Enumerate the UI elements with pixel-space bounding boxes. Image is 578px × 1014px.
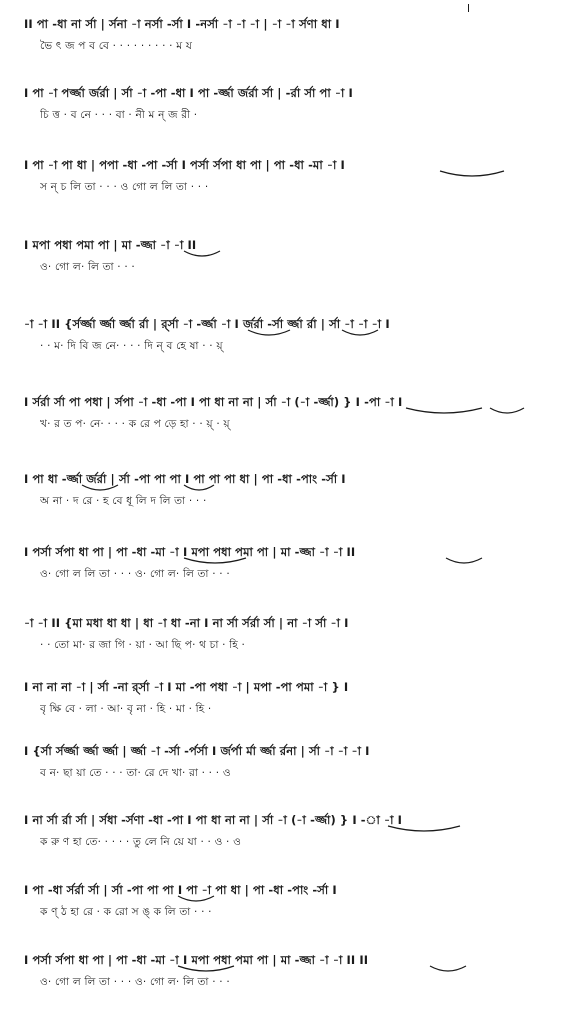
lyric-line: ও· গো ল· লি তা · · · [40, 261, 135, 273]
notation-line: I পা ধা -র্জ্জা র্জর্রা | র্সা -পা পা পা I পা পা পা ধা | পা -ধা -পাং -র্সা I [24, 472, 346, 486]
notation-system [0, 677, 578, 733]
lyric-line: চি ত্ত · ব নে · · · বা · নী ম ন্ জ রী · [40, 109, 198, 121]
notation-line: I পর্সা র্সপা ধা পা | পা -ধা -মা -া I মপা পধা পমা পা | মা -জ্জা -া -া II II [24, 953, 369, 967]
lyric-line: ক ণ্ ঠ হা রে · ক রো স ঙ্ ক লি তা · · · [40, 906, 212, 918]
lyric-line: · · ম· দি বি জ নে· · · · দি ন্ ব হে ষা · · য়্ [40, 340, 223, 352]
notation-line: I পর্সা র্সপা ধা পা | পা -ধা -মা -া I মপা পধা পমা পা | মা -জ্জা -া -া II [24, 545, 356, 559]
notation-system [0, 314, 578, 370]
lyric-line: অ না · দ রে · হ বে ধূ লি দ লি তা · · · [40, 495, 207, 507]
lyric-line: ব ন· ছা য়া তে · · · তা· রে দে খা· রা · · · ও [40, 767, 231, 779]
notation-system [0, 469, 578, 525]
notation-system [0, 14, 578, 70]
notation-system [0, 83, 578, 139]
notation-system [0, 741, 578, 797]
notation-system [0, 235, 578, 291]
notation-system [0, 542, 578, 598]
notation-line: II পা -ধা না র্সা | র্সনা -া নর্সা -র্সা I -নর্সা -া -া -া | -া -া র্সণা ধা I [24, 17, 340, 31]
notation-line: I না র্সা র্রা র্সা | র্সধা -র্সণা -ধা -পা I পা ধা না না | র্সা -া (-া -র্জ্জা) } I -া -া I [24, 813, 403, 827]
notation-line: I র্সর্রা র্সা পা পধা | র্সপা -া -ধা -পা I পা ধা না না | র্সা -া (-া -র্জ্জা) } I -পা -া I [24, 395, 403, 409]
lyric-line: · · তো মা· র জা গি · য়া · আ ছি প· থ চা · হি · [40, 639, 246, 651]
lyric-line: ও· গো ল লি তা · · · ও· গো ল· লি তা · · · [40, 568, 230, 580]
notation-system [0, 155, 578, 211]
lyric-line: ও· গো ল লি তা · · · ও· গো ল· লি তা · · · [40, 976, 230, 988]
notation-line: I পা -ধা র্সর্রা র্সা | র্সা -পা পা পা I পা -া পা ধা | পা -ধা -পাং -র্সা I [24, 883, 337, 897]
lyric-line: ক রু ণ হা তে· · · · · তু লে নি য়ে যা · · ও · ও [40, 836, 242, 848]
notation-line: I পা -া পর্জ্জা র্জর্রা | র্সা -া -পা -ধা I পা -র্জ্জা র্জর্রা র্সা | -র্রা র্সা পা -া I [24, 86, 353, 100]
notation-line: I মপা পধা পমা পা | মা -জ্জা -া -া II [24, 238, 197, 252]
notation-line: -া -া II {র্সর্জ্জা র্জ্জা র্জ্জা র্রা | র্র্সা -া -র্জ্জা -া I র্জর্রা -র্সা র্জ্জা র্রা | র্সা -া -া -া I [24, 317, 390, 331]
notation-system [0, 392, 578, 448]
notation-line: I না না না -া | র্সা -না র্র্সা -া I মা -পা পধা -া | মপা -পা পমা -া } I [24, 680, 349, 694]
notation-line: I {র্সা র্সর্জ্জা র্জ্জা র্জ্জা | র্জ্জা -া -র্সা -র্পর্সা I র্জর্পা র্মা র্জ্জা র্রনা | র্সা -া -া -া I [24, 744, 370, 758]
notation-system [0, 810, 578, 866]
notation-system [0, 950, 578, 1006]
lyric-line: স ন্ চ লি তা · · · ও গো ল লি তা · · · [40, 181, 209, 193]
top-accent-mark [468, 4, 469, 12]
notation-line: I পা -া পা ধা | পপা -ধা -পা -র্সা I পর্সা র্সপা ধা পা | পা -ধা -মা -া I [24, 158, 345, 172]
notation-system [0, 880, 578, 936]
lyric-line: খ· র ত প· নে· · · · ক রে প ড়ে হা · · য়্ · য়্ [40, 418, 230, 430]
lyric-line: ভৈ ৎ জ প ব বে · · · · · · · · · ম য [40, 40, 193, 52]
notation-line: -া -া II {মা মধা ধা ধা | ধা -া ধা -না I না র্সা র্সর্রা র্সা | না -া র্সা -া I [24, 616, 349, 630]
lyric-line: বৃ ক্ষি বে · লা · আ· বৃ না · হি · মা · হি · [40, 703, 212, 715]
notation-system [0, 613, 578, 669]
